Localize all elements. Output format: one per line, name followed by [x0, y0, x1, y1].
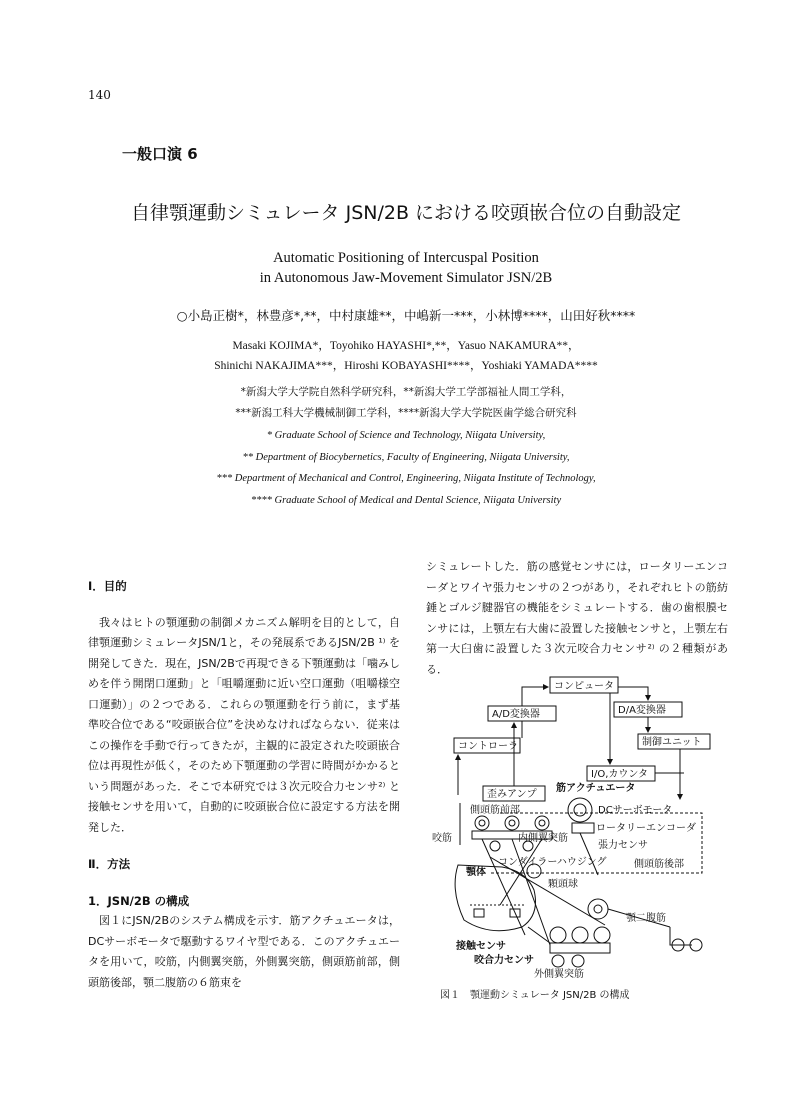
affiliation-en-line-2: ** Department of Biocybernetics, Faculty of Engineering, Niigata University,: [242, 451, 570, 463]
title-english-line-2: in Autonomous Jaw-Movement Simulator JSN/2B: [259, 270, 553, 286]
section-1-paragraph: 我々はヒトの顎運動の制御メカニズム解明を目的として，自律顎運動シミュレータJSN/1と，その発展系であるJSN/2B ¹⁾ を開発してきた．現在，JSN/2Bで再現できる下顎運動は「噛みしめを伴う開閉口運動」と「咀嚼運動に近い空口運動（咀嚼様空口運動）」の２つである．これらの顎運動を行う前に，まず基準咬合位である“咬頭嵌合位”を決めなければならない．従来はこの操作を手動で行ってきたが，主観的に設定された咬頭嵌合位は再現性が低く，そのため下顎運動の学習に時間がかかるという問題があった．そこで本研究では３次元咬合力センサ²⁾ と接触センサを用いて，自動的に咬頭嵌合位に設定する方法を開発した．: [88, 615, 400, 834]
session-label: 一般口演 6: [122, 145, 198, 163]
title-english-line-1: Automatic Positioning of Intercuspal Position: [273, 250, 539, 266]
figure-caption: 図１ 顎運動シミュレータ JSN/2B の構成: [440, 990, 630, 1001]
authors-japanese: ○小島正樹*，林豊彦*,**，中村康雄**，中嶋新一***，小林博****，山田好秋****: [176, 308, 636, 323]
subsection-heading: 1．JSN/2B の構成: [88, 893, 190, 908]
label-digastric: 顎二腹筋: [626, 913, 666, 924]
authors-english-line-2: Shinichi NAKAJIMA***，Hiroshi KOBAYASHI****，Yoshiaki YAMADA****: [214, 360, 598, 372]
label-contact-sensor: 接触センサ: [456, 941, 506, 952]
authors-english: [0, 336, 812, 376]
label-da-converter: D/A変換器: [618, 705, 666, 716]
label-rotary-encoder: ロータリーエンコーダ: [596, 823, 696, 834]
label-control-unit: 制御ユニット: [642, 737, 702, 748]
label-temporal-posterior: 側頭筋後部: [634, 859, 684, 870]
label-muscle-actuator: 筋アクチュエータ: [556, 783, 636, 794]
label-condyle: 顆頭球: [548, 879, 578, 890]
label-bite-force-sensor: 咬合力センサ: [474, 955, 534, 966]
affiliation-ja-line-2: ***新潟工科大学機械制御工学科，****新潟大学大学院医歯学総合研究科: [235, 407, 577, 419]
label-masseter: 咬筋: [432, 833, 452, 844]
label-jaw-body: 顎体: [466, 867, 486, 878]
title-english: [0, 248, 812, 288]
label-condylar-housing: コンダイラーハウジング: [498, 857, 607, 868]
label-lateral-pterygoid: 外側翼突筋: [534, 969, 584, 980]
label-temporal-anterior: 側頭筋前部: [470, 805, 520, 816]
section-1-heading: Ⅰ．目的: [88, 579, 127, 593]
label-dc-motor: DCサーボモータ: [598, 805, 673, 816]
label-computer: コンピュータ: [554, 681, 614, 692]
system-diagram-svg: [430, 675, 730, 985]
right-column-paragraph: シミュレートした．筋の感覚センサには，ロータリーエンコーダとワイヤ張力センサの２つがあり，それぞれヒトの筋紡錘とゴルジ腱器官の機能をシミュレートする．歯の歯根膜センサには，上顎左右大歯に設置した接触センサと，上顎左右第一大臼歯に設置した３次元咬合力センサ²⁾ の２種類がある．: [426, 560, 728, 676]
label-io-counter: I/O,カウンタ: [591, 769, 648, 780]
left-column: [88, 576, 400, 993]
authors-english-line-1: Masaki KOJIMA*，Toyohiko HAYASHI*,**，Yasuo NAKAMURA**，: [232, 340, 580, 352]
label-strain-amp: 歪みアンプ: [487, 789, 537, 800]
affiliations-japanese: [0, 382, 812, 424]
label-medial-pterygoid: 内側翼突筋: [518, 833, 568, 844]
affiliation-en-line-1: * Graduate School of Science and Technology, Niigata University,: [266, 430, 546, 441]
label-controller: コントローラ: [458, 741, 518, 752]
page-number: 140: [88, 88, 111, 102]
affiliation-en-line-3: *** Department of Mechanical and Control, Engineering, Niigata Institute of Technology,: [216, 473, 596, 484]
title-japanese: 自律顎運動シミュレータ JSN/2B における咬頭嵌合位の自動設定: [130, 202, 682, 224]
section-2-heading: Ⅱ．方法: [88, 857, 131, 871]
section-2-paragraph: 図１にJSN/2Bのシステム構成を示す．筋アクチュエータは，DCサーボモータで駆動するワイヤ型である．このアクチュエータを用いて，咬筋，内側翼突筋，外側翼突筋，側頭筋前部，側頭筋後部，顎二腹筋の６筋束を: [88, 914, 400, 989]
affiliation-en-line-4: **** Graduate School of Medical and Dental Science, Niigata University: [250, 494, 562, 506]
label-ad-converter: A/D変換器: [492, 709, 540, 720]
label-tension-sensor: 張力センサ: [598, 840, 648, 851]
affiliation-ja-line-1: *新潟大学大学院自然科学研究科，**新潟大学工学部福祉人間工学科，: [240, 386, 572, 398]
right-column: [426, 557, 728, 680]
affiliations-english: [0, 425, 812, 511]
system-diagram: [430, 675, 730, 985]
